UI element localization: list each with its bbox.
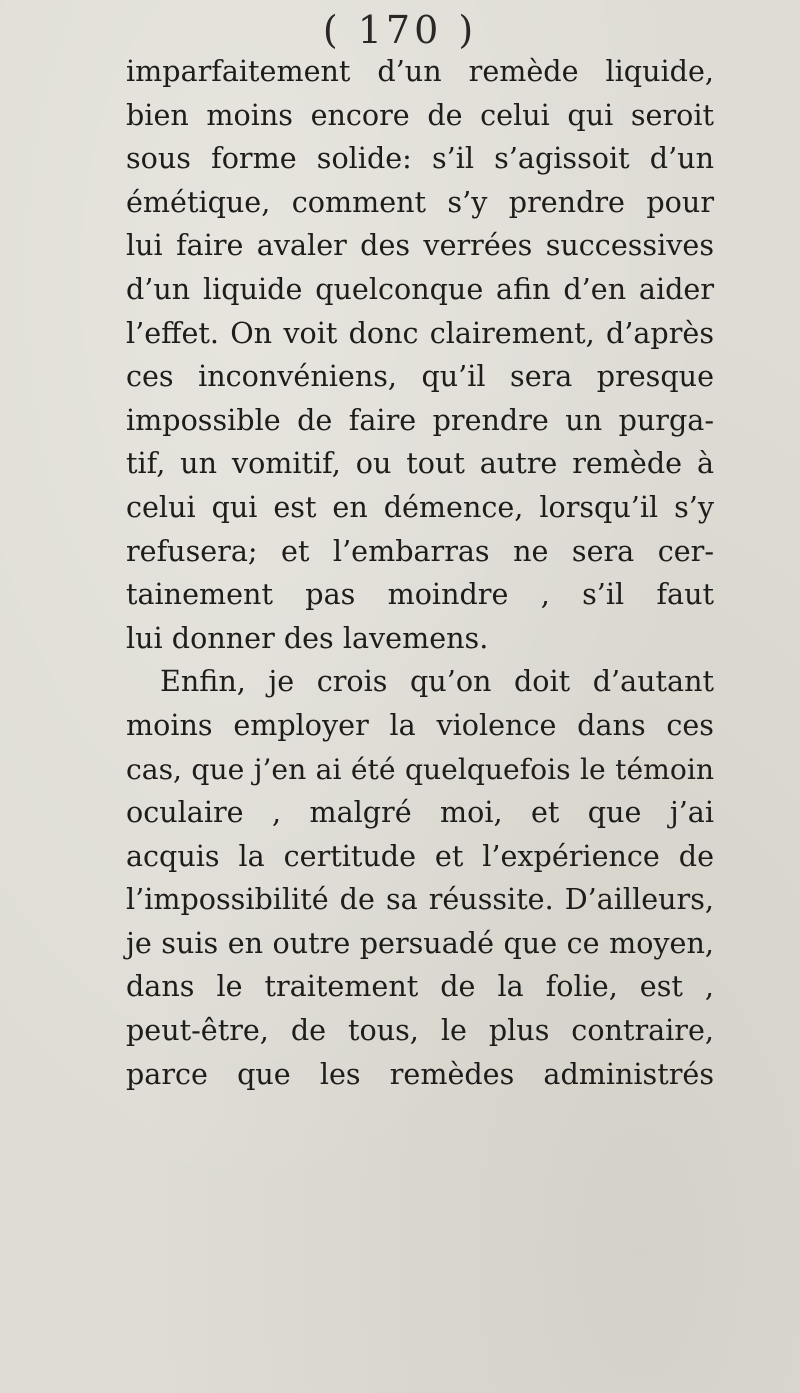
text-line: impossible de faire prendre un purga-: [126, 402, 714, 437]
text-line: refusera; et l’embarras ne sera cer-: [126, 533, 714, 568]
text-line: tif, un vomitif, ou tout autre remède à: [126, 446, 714, 481]
page-number: ( 170 ): [322, 8, 478, 52]
text-line: sous forme solide: s’il s’agissoit d’un: [126, 141, 714, 176]
text-line: parce que les remèdes administrés: [126, 1056, 714, 1091]
text-line: d’un liquide quelconque afin d’en aider: [126, 271, 714, 306]
text-line: celui qui est en démence, lorsqu’il s’y: [126, 489, 714, 524]
text-line: bien moins encore de celui qui seroit: [126, 97, 714, 132]
text-line-paragraph-end: lui donner des lavemens.: [126, 620, 489, 655]
text-line: cas, que j’en ai été quelquefois le témoin: [126, 752, 714, 786]
text-line: peut-être, de tous, le plus contraire,: [126, 1013, 714, 1048]
text-line: moins employer la violence dans ces: [126, 707, 714, 742]
text-line: acquis la certitude et l’expérience de: [126, 838, 714, 873]
text-line: ces inconvéniens, qu’il sera presque: [126, 359, 714, 394]
text-line: tainement pas moindre , s’il faut: [126, 577, 714, 612]
text-line: émétique, comment s’y prendre pour: [126, 184, 714, 219]
text-line: l’impossibilité de sa réussite. D’ailleurs,: [126, 882, 714, 917]
text-line-paragraph-start: Enfin, je crois qu’on doit d’autant: [160, 664, 714, 699]
text-line: imparfaitement d’un remède liquide,: [126, 54, 714, 88]
text-line: lui faire avaler des verrées successives: [126, 228, 714, 263]
text-line: oculaire , malgré moi, et que j’ai: [126, 795, 714, 830]
text-line: l’effet. On voit donc clairement, d’après: [126, 315, 714, 350]
text-line: je suis en outre persuadé que ce moyen,: [126, 925, 714, 960]
body-text: [126, 50, 714, 1096]
text-line: dans le traitement de la folie, est ,: [126, 969, 714, 1004]
